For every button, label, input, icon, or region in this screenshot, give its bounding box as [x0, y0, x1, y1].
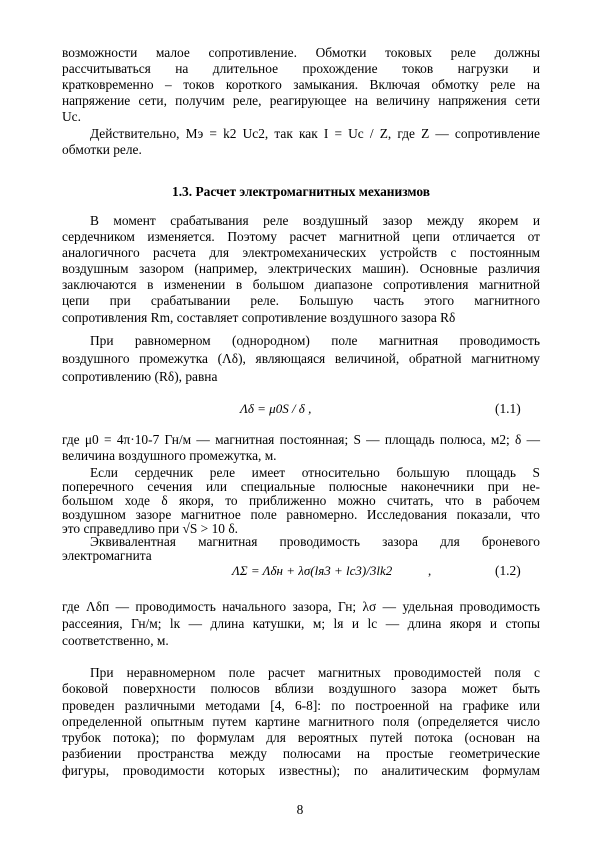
text-line: поперечного сечения или специальные полюсные наконечники при не- [62, 479, 540, 494]
text-line: Uc. [62, 109, 81, 125]
text-line: При равномерном (однородном) поле магнитная проводимость [90, 333, 540, 348]
text-line: напряжение сети, получим реле, реагирующее на величину напряжения сети [62, 93, 540, 109]
text-line: электромагнита [62, 548, 152, 563]
text-line: где Λδп — проводимость начального зазора, Гн; λσ — удельная проводимость [62, 599, 540, 614]
text-line: воздушного промежутка (Λδ), являющаяся величиной, обратной магнитному [62, 351, 540, 366]
text-line: проведен различными методами [4, 6-8]: по построенной на графике или [62, 697, 540, 713]
text-line: Действительно, Mэ = k2 Uc2, так как I = Uc / Z, где Z — сопротивление [90, 126, 540, 141]
paragraph-8 [62, 598, 540, 649]
text-line: заключаются в изменении в большом диапазоне сопротивления магнитной [62, 277, 540, 293]
text-line: большом ходе δ якоря, то приближенно можно считать, что в рабочем [62, 493, 540, 508]
text-line: величина воздушного промежутка, м. [62, 448, 277, 464]
text-line: При неравномерном поле расчет магнитных проводимостей поля с [90, 665, 540, 680]
text-line: это справедливо при √S > 10 δ. [62, 521, 238, 536]
text-line: кратковременно – токов короткого замыкания. Включая обмотку реле на [62, 77, 540, 93]
text-line: воздушном зазоре магнитное поле равномерно. Исследования показали, что [62, 507, 540, 522]
paragraph-9 [62, 665, 540, 779]
text-line: рассчитываться на длительное прохождение токов нагрузки и [62, 61, 540, 77]
text-line: аналогичного расчета для электромеханических устройств с постоянным [62, 245, 540, 261]
paragraph-7 [62, 535, 540, 563]
formula-1-1-number: (1.1) [495, 401, 521, 416]
paragraph-1 [62, 45, 540, 125]
text-line: возможности малое сопротивление. Обмотки токовых реле должны [62, 45, 540, 60]
formula-1-2: ΛΣ = Λδн + λσ(lя3 + lс3)/3lk2 [232, 563, 393, 578]
paragraph-2 [62, 126, 540, 158]
text-line: сопротивлению (Rδ), равна [62, 369, 218, 384]
text-line: цепи при срабатывании реле. Большую часть этого магнитного [62, 293, 540, 309]
text-line: Эквивалентная магнитная проводимость зазора для броневого [90, 534, 540, 549]
text-line: определенной опытным путем картине магнитного поля (определяется число [62, 713, 540, 729]
text-line: трубок потока); по формулам для вероятных путей потока (основан на [62, 730, 540, 746]
formula-1-1: Λδ = μ0S / δ , [240, 401, 312, 416]
text-line: Если сердечник реле имеет относительно большую площадь S [90, 465, 540, 480]
text-line: обмотки реле. [62, 142, 142, 158]
text-line: соответственно, м. [62, 633, 169, 648]
paragraph-3 [62, 213, 540, 326]
page-number: 8 [296, 802, 304, 817]
text-line: фигуры, проводимости которых известны); по аналитическим формулам [62, 762, 540, 778]
text-line: сердечником изменяется. Поэтому расчет магнитной цепи отличается от [62, 229, 540, 245]
formula-1-2-separator: , [428, 563, 432, 578]
paragraph-6 [62, 466, 540, 536]
text-line: воздушным зазором (например, электрических машин). Основные различия [62, 261, 540, 277]
paragraph-4 [62, 332, 540, 386]
text-line: В момент срабатывания реле воздушный зазор между якорем и [90, 213, 540, 228]
text-line: боковой поверхности полюсов вблизи воздушного зазора может быть [62, 681, 540, 697]
paragraph-5 [62, 432, 540, 464]
section-heading: 1.3. Расчет электромагнитных механизмов [172, 184, 430, 199]
text-line: разбиении пространства между полюсами на простые геометрические [62, 746, 540, 762]
text-line: сопротивления Rm, составляет сопротивление воздушного зазора Rδ [62, 309, 456, 325]
formula-1-2-number: (1.2) [495, 563, 521, 578]
text-line: рассеяния, Гн/м; lк — длина катушки, м; lя и lс — длина якоря и стопы [62, 616, 540, 631]
text-line: где μ0 = 4π·10-7 Гн/м — магнитная постоянная; S — площадь полюса, м2; δ — [62, 432, 540, 447]
